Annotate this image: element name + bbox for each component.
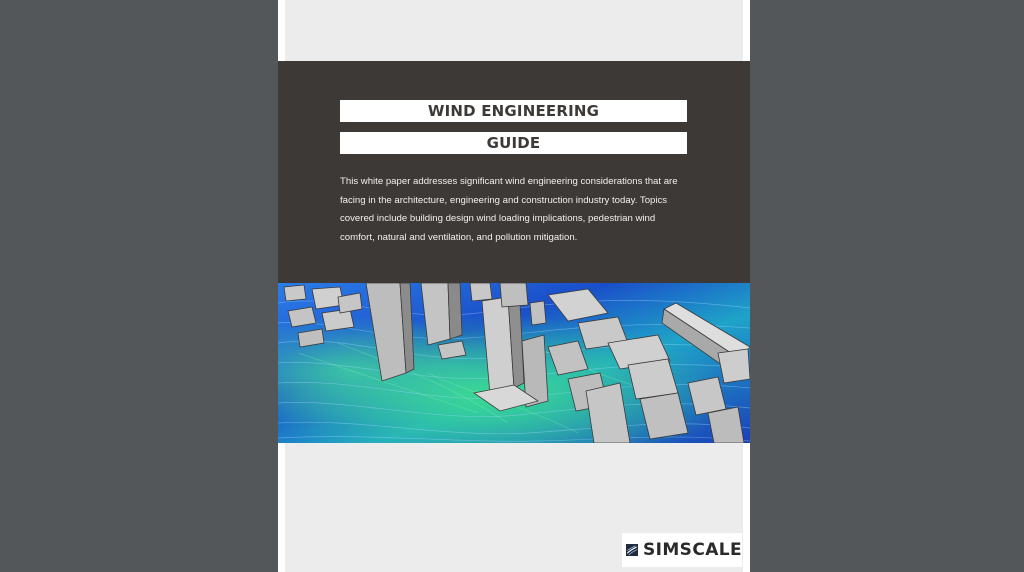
- description-paragraph: This white paper addresses significant wind engineering considerations that are facing in the architecture, engineering and construction industry today. Topics covered include building design wind loading implications, pedestrian wind comfort, natural and ventilation, and pollution mitigation.: [340, 176, 678, 243]
- title-line-1: WIND ENGINEERING: [340, 100, 687, 122]
- document-page: [278, 0, 750, 572]
- logo-text: SIMSCALE: [642, 540, 742, 560]
- title-line-2: GUIDE: [340, 132, 687, 154]
- page-top-margin: [285, 0, 743, 61]
- cover-header-band: [278, 61, 750, 283]
- simscale-logo-icon: [626, 537, 638, 563]
- city-wind-simulation-image: [278, 283, 750, 443]
- simscale-logo: [622, 533, 742, 567]
